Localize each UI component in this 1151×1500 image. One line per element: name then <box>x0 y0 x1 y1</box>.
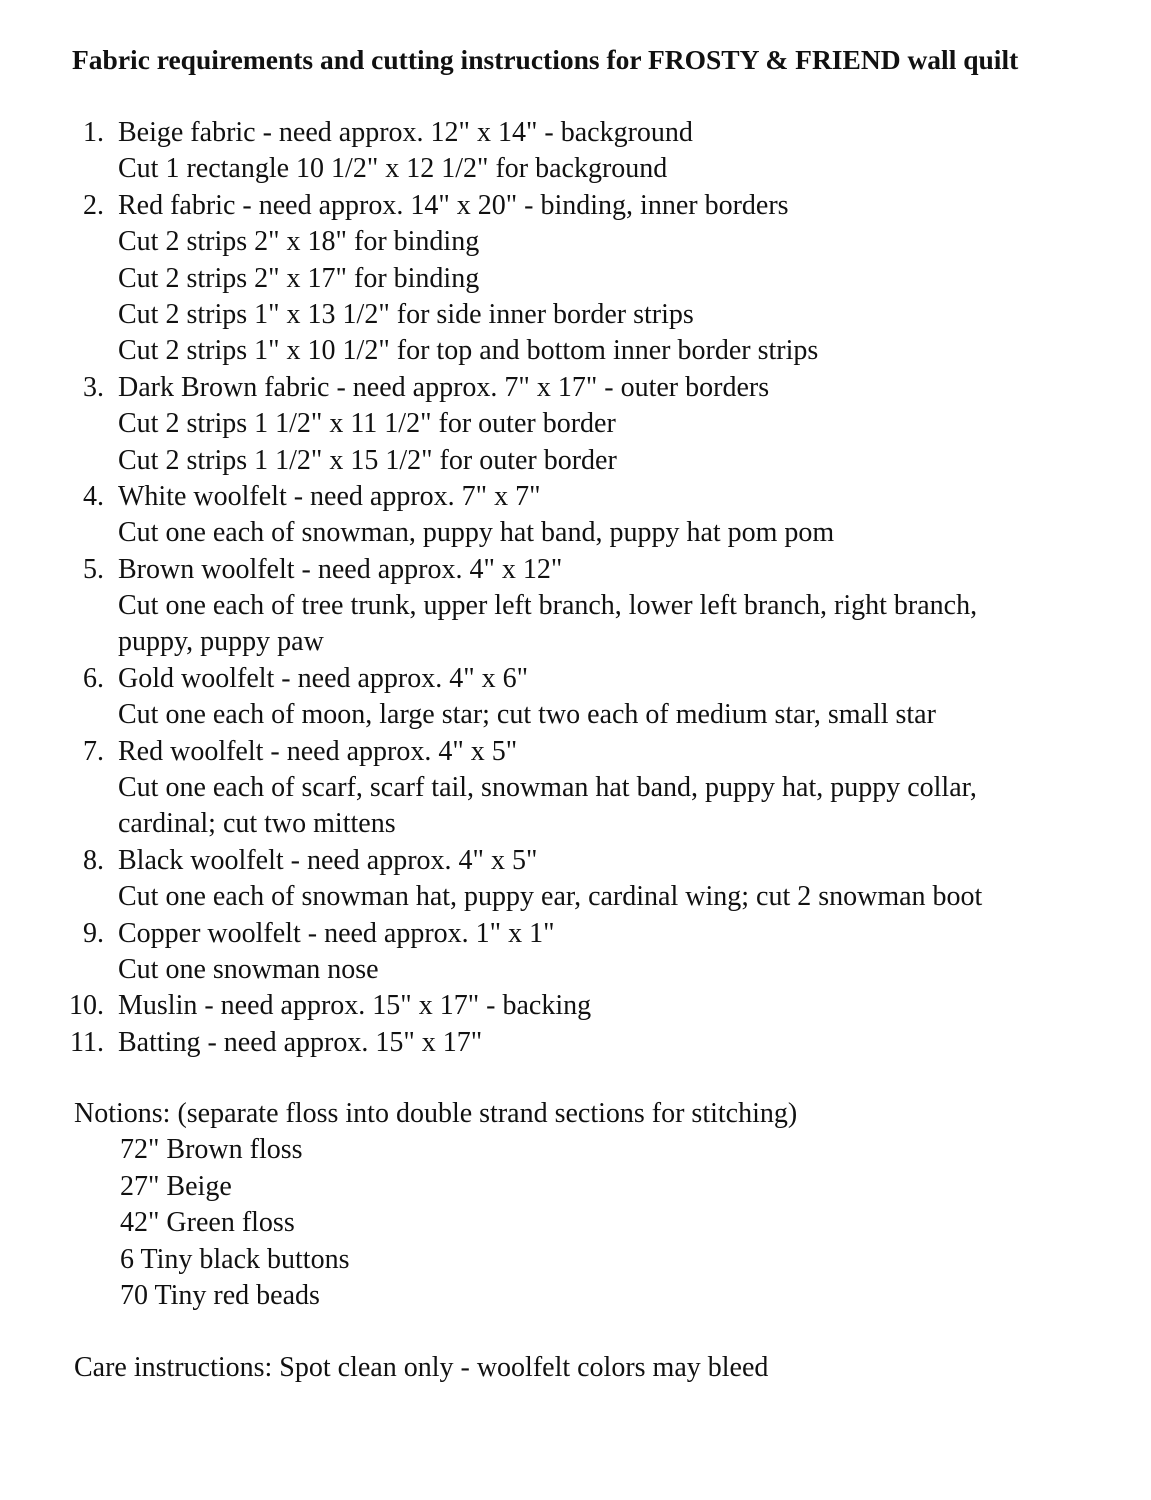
notion-item <box>74 1205 1144 1241</box>
item-number: 3. <box>83 371 104 403</box>
item-subline <box>0 224 1151 260</box>
notion-item <box>74 1132 1144 1168</box>
item-text: White woolfelt - need approx. 7" x 7" <box>118 480 541 512</box>
cutting-instruction: Cut 2 strips 1 1/2" x 11 1/2" for outer border <box>118 408 616 440</box>
item-number: 2. <box>83 189 104 221</box>
item-number: 5. <box>83 553 104 585</box>
notion-text: 27" Beige <box>120 1170 232 1202</box>
list-item <box>0 734 1151 770</box>
cutting-instruction: cardinal; cut two mittens <box>118 808 396 840</box>
item-text: Muslin - need approx. 15" x 17" - backing <box>118 990 592 1022</box>
item-subline <box>0 333 1151 369</box>
notion-item <box>74 1278 1144 1314</box>
item-subline <box>0 443 1151 479</box>
item-subline <box>0 151 1151 187</box>
item-number: 1. <box>83 117 104 148</box>
cutting-instruction: Cut one each of snowman, puppy hat band, puppy hat pom pom <box>118 517 835 549</box>
item-number: 6. <box>83 662 104 694</box>
notions-section <box>74 1096 1144 1314</box>
item-text: Brown woolfelt - need approx. 4" x 12" <box>118 553 563 585</box>
list-item <box>0 988 1151 1024</box>
fabric-list <box>0 115 1151 1061</box>
item-subline <box>0 261 1151 297</box>
item-number: 8. <box>83 844 104 876</box>
cutting-instruction: Cut one snowman nose <box>118 953 379 985</box>
item-subline <box>0 515 1151 551</box>
cutting-instruction: Cut one each of tree trunk, upper left branch, lower left branch, right branch, <box>118 590 978 622</box>
notion-item <box>74 1242 1144 1278</box>
list-item <box>0 661 1151 697</box>
cutting-instruction: Cut 2 strips 1" x 13 1/2" for side inner border strips <box>118 298 694 330</box>
item-subline <box>0 697 1151 733</box>
notions-heading: Notions: (separate floss into double strand sections for stitching) <box>74 1098 798 1129</box>
item-text: Dark Brown fabric - need approx. 7" x 17" - outer borders <box>118 371 770 403</box>
item-text: Gold woolfelt - need approx. 4" x 6" <box>118 662 529 694</box>
notion-text: 70 Tiny red beads <box>120 1279 320 1311</box>
item-text: Beige fabric - need approx. 12" x 14" - background <box>118 117 693 148</box>
item-subline <box>0 879 1151 915</box>
cutting-instruction: Cut one each of scarf, scarf tail, snowman hat band, puppy hat, puppy collar, <box>118 772 977 804</box>
item-text: Black woolfelt - need approx. 4" x 5" <box>118 844 538 876</box>
list-item <box>0 552 1151 588</box>
list-item <box>0 370 1151 406</box>
cutting-instruction: Cut 1 rectangle 10 1/2" x 12 1/2" for background <box>118 153 668 185</box>
cutting-instruction: Cut 2 strips 1 1/2" x 15 1/2" for outer border <box>118 444 617 476</box>
notions-heading-line <box>74 1096 1144 1132</box>
page-title: Fabric requirements and cutting instructions for FROSTY & FRIEND wall quilt <box>72 44 1019 75</box>
list-item <box>0 843 1151 879</box>
item-text: Batting - need approx. 15" x 17" <box>118 1026 483 1058</box>
item-subline <box>0 624 1151 660</box>
item-subline <box>0 952 1151 988</box>
item-subline <box>0 297 1151 333</box>
notion-text: 42" Green floss <box>120 1207 295 1239</box>
item-text: Copper woolfelt - need approx. 1" x 1" <box>118 917 555 949</box>
cutting-instruction: Cut one each of moon, large star; cut two each of medium star, small star <box>118 699 936 731</box>
item-number: 9. <box>83 917 104 949</box>
item-text: Red woolfelt - need approx. 4" x 5" <box>118 735 518 767</box>
notion-text: 6 Tiny black buttons <box>120 1243 350 1275</box>
item-number: 11. <box>70 1026 104 1058</box>
cutting-instruction: puppy, puppy paw <box>118 626 324 658</box>
item-subline <box>0 406 1151 442</box>
care-instructions: Care instructions: Spot clean only - woolfelt colors may bleed <box>74 1352 769 1383</box>
item-number: 10. <box>69 990 104 1022</box>
list-item <box>0 1025 1151 1061</box>
list-item <box>0 479 1151 515</box>
item-number: 4. <box>83 480 104 512</box>
item-subline <box>0 770 1151 806</box>
cutting-instruction: Cut 2 strips 2" x 17" for binding <box>118 262 480 294</box>
notion-text: 72" Brown floss <box>120 1134 303 1166</box>
item-number: 7. <box>83 735 104 767</box>
cutting-instruction: Cut 2 strips 2" x 18" for binding <box>118 226 480 258</box>
list-item <box>0 188 1151 224</box>
notion-item <box>74 1169 1144 1205</box>
cutting-instruction: Cut 2 strips 1" x 10 1/2" for top and bottom inner border strips <box>118 335 819 367</box>
list-item <box>0 115 1151 151</box>
item-text: Red fabric - need approx. 14" x 20" - binding, inner borders <box>118 189 789 221</box>
item-subline <box>0 806 1151 842</box>
list-item <box>0 916 1151 952</box>
item-subline <box>0 588 1151 624</box>
cutting-instruction: Cut one each of snowman hat, puppy ear, cardinal wing; cut 2 snowman boot <box>118 881 983 913</box>
